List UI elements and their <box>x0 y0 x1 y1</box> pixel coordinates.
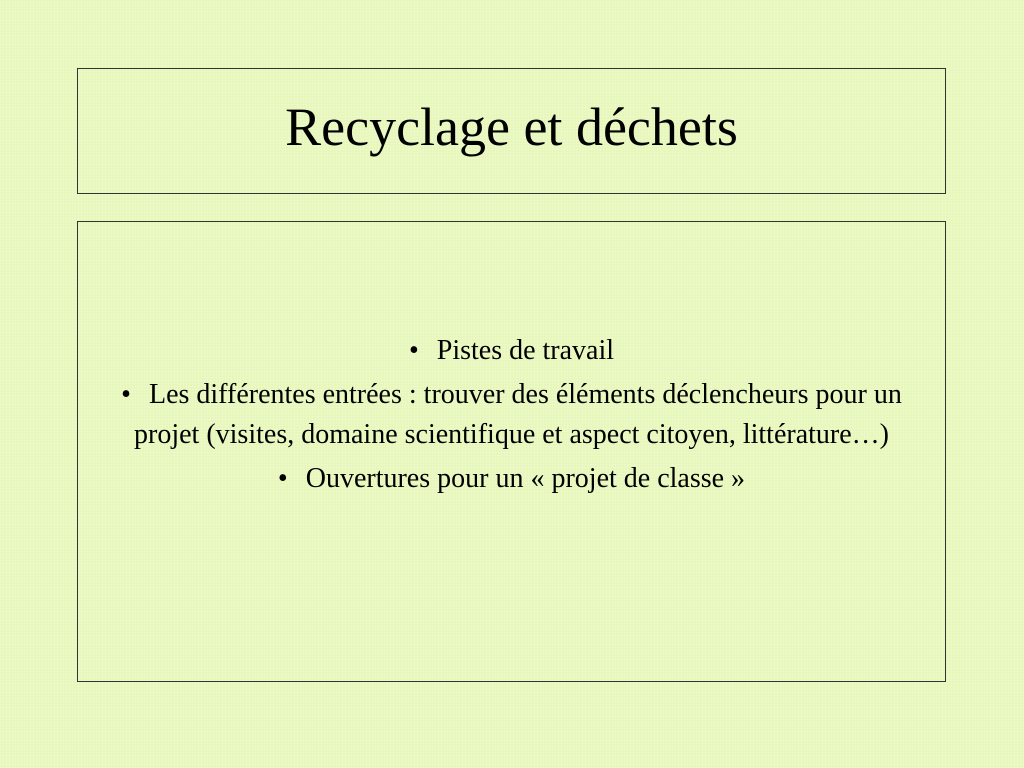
slide-title: Recyclage et déchets <box>285 97 738 157</box>
bullet-text: Pistes de travail <box>436 335 615 366</box>
bullet-icon: • <box>277 463 288 494</box>
bullet-icon: • <box>408 335 419 366</box>
bullet-item <box>78 459 945 499</box>
title-placeholder <box>77 68 946 194</box>
bullet-text: Les différentes entrées : trouver des éléments déclencheurs pour un projet (visites, domaine scientifique et aspect citoyen, littérature…) <box>134 379 902 450</box>
content-placeholder <box>77 221 946 682</box>
bullet-list <box>78 331 945 503</box>
bullet-item <box>78 375 945 455</box>
bullet-icon: • <box>121 379 131 410</box>
bullet-text: Ouvertures pour un « projet de classe » <box>305 463 746 494</box>
bullet-item <box>78 331 945 371</box>
